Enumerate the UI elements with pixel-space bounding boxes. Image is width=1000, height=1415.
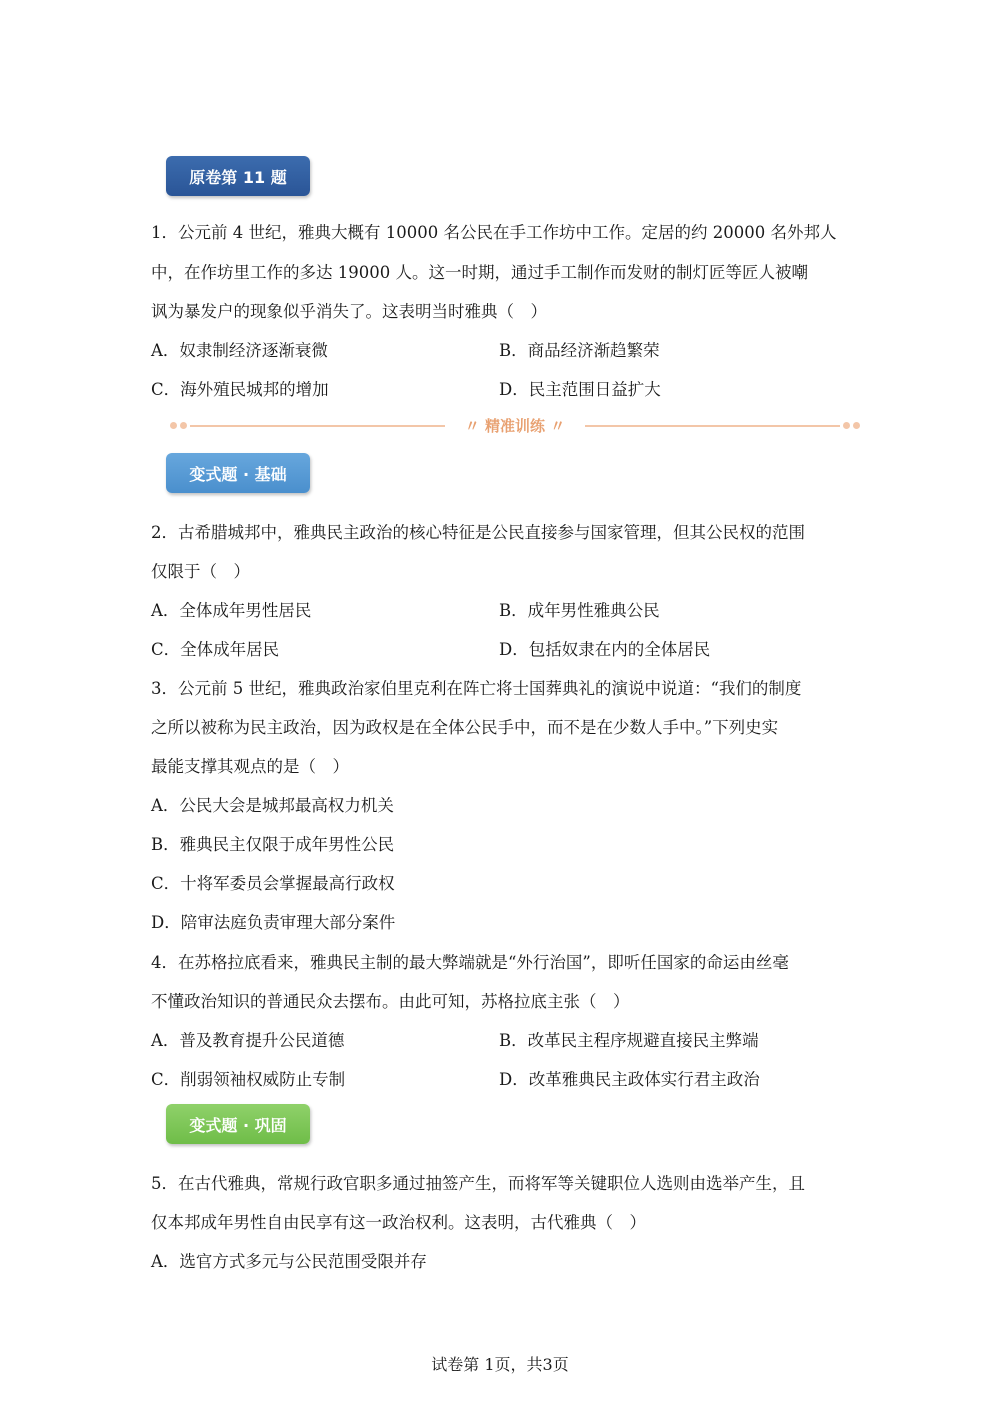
question-2-option-c: C．全体成年居民	[151, 640, 280, 659]
question-3-line-2: 之所以被称为民主政治，因为政权是在全体公民手中，而不是在少数人手中。”下列史实	[151, 718, 779, 737]
question-3-line-3: 最能支撑其观点的是（ ）	[151, 757, 349, 776]
question-3-option-d: D．陪审法庭负责审理大部分案件	[151, 913, 396, 932]
question-5-line-2: 仅本邦成年男性自由民享有这一政治权利。这表明，古代雅典（ ）	[151, 1213, 646, 1232]
question-4-option-a: A．普及教育提升公民道德	[151, 1031, 345, 1050]
variant-consolidate-badge: 变式题 · 巩固	[166, 1104, 310, 1144]
divider-dot-left-2	[180, 422, 187, 429]
question-5-option-a: A．选官方式多元与公民范围受限并存	[151, 1252, 427, 1271]
question-2-option-b: B．成年男性雅典公民	[499, 601, 660, 620]
divider-dot-right	[843, 422, 850, 429]
question-3-option-b: B．雅典民主仅限于成年男性公民	[151, 835, 395, 854]
divider-rule-right	[585, 425, 840, 427]
question-2-option-d: D．包括奴隶在内的全体居民	[499, 640, 711, 659]
question-4-option-b: B．改革民主程序规避直接民主弊端	[499, 1031, 759, 1050]
question-1-line-1: 1．公元前 4 世纪，雅典大概有 10000 名公民在手工作坊中工作。定居的约 20000 名外邦人	[151, 223, 837, 242]
question-1-option-a: A．奴隶制经济逐渐衰微	[151, 341, 328, 360]
divider-label: 〃 精准训练 〃	[464, 417, 566, 435]
divider-dot-left	[170, 422, 177, 429]
variant-basic-badge: 变式题 · 基础	[166, 453, 310, 493]
question-1-line-3: 讽为暴发户的现象似乎消失了。这表明当时雅典（ ）	[151, 302, 547, 321]
question-1-line-2: 中，在作坊里工作的多达 19000 人。这一时期，通过手工制作而发财的制灯匠等匠人被嘲	[151, 263, 808, 282]
page-footer: 试卷第 1页，共3页	[431, 1355, 569, 1374]
question-3-option-c: C．十将军委员会掌握最高行政权	[151, 874, 395, 893]
question-2-line-1: 2．古希腊城邦中，雅典民主政治的核心特征是公民直接参与国家管理，但其公民权的范围	[151, 523, 805, 542]
original-question-badge: 原卷第 11 题	[166, 156, 310, 196]
question-5-line-1: 5．在古代雅典，常规行政官职多通过抽签产生，而将军等关键职位人选则由选举产生，且	[151, 1174, 805, 1193]
question-3-option-a: A．公民大会是城邦最高权力机关	[151, 796, 394, 815]
section-divider	[170, 414, 860, 438]
question-4-line-2: 不懂政治知识的普通民众去摆布。由此可知，苏格拉底主张（ ）	[151, 992, 630, 1011]
divider-rule-left	[190, 425, 445, 427]
question-4-option-d: D．改革雅典民主政体实行君主政治	[499, 1070, 760, 1089]
question-1-option-d: D．民主范围日益扩大	[499, 380, 661, 399]
question-2-line-2: 仅限于（ ）	[151, 562, 250, 581]
question-2-option-a: A．全体成年男性居民	[151, 601, 312, 620]
question-4-line-1: 4．在苏格拉底看来，雅典民主制的最大弊端就是“外行治国”，即听任国家的命运由丝毫	[151, 953, 789, 972]
question-1-option-b: B．商品经济渐趋繁荣	[499, 341, 660, 360]
question-1-option-c: C．海外殖民城邦的增加	[151, 380, 329, 399]
question-3-line-1: 3．公元前 5 世纪，雅典政治家伯里克利在阵亡将士国葬典礼的演说中说道：“我们的制度	[151, 679, 802, 698]
question-4-option-c: C．削弱领袖权威防止专制	[151, 1070, 346, 1089]
divider-dot-right-2	[853, 422, 860, 429]
